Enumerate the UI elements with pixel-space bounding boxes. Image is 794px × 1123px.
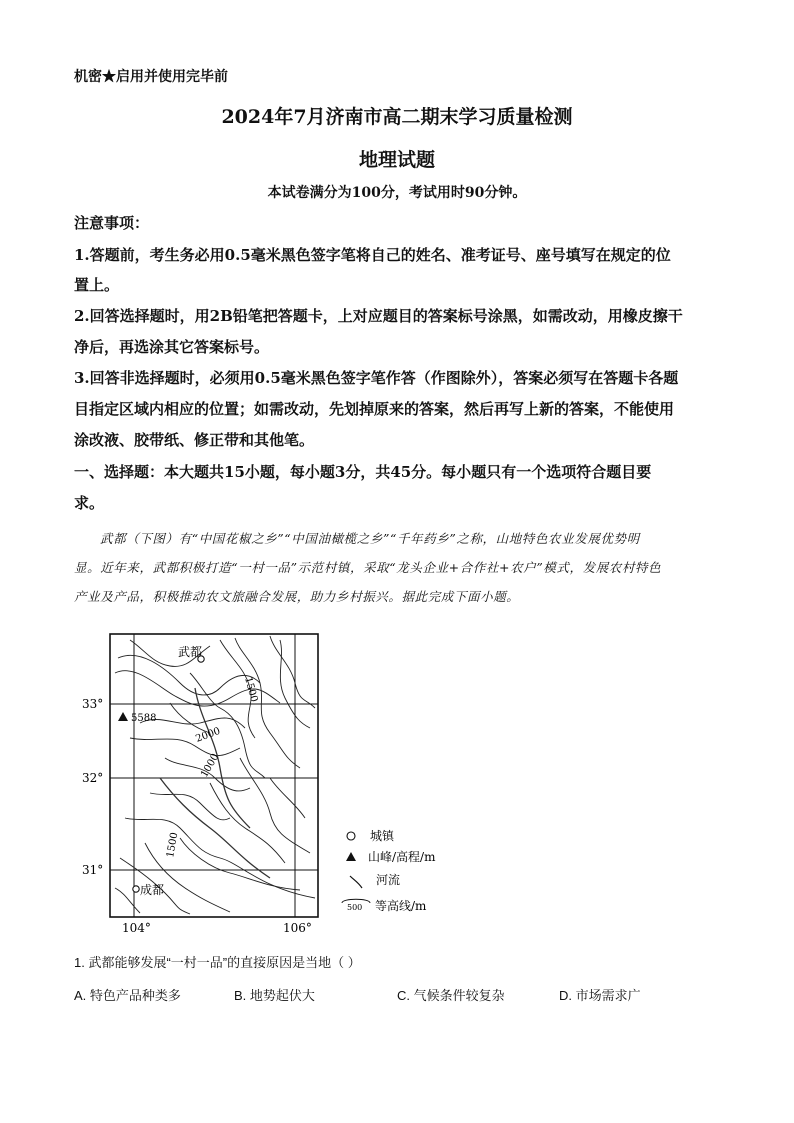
peak-elevation-label: 5588 [131,713,157,724]
legend-contour-label: 等高线/m [375,899,427,913]
note-item-3-line-2: 目指定区域内相应的位置；如需改动，先划掉原来的答案，然后再写上新的答案，不能使用 [74,400,675,418]
legend-peak-icon [346,852,356,861]
lat-label-31: 31° [82,863,104,877]
city-label-wudu: 武都 [178,645,203,659]
contour-label-1500-top: 1500 [242,675,260,704]
lat-label-32: 32° [82,771,104,785]
note-item-1-line-2: 置上。 [74,276,120,294]
contour-line [240,758,310,853]
lat-label-33: 33° [82,697,104,711]
legend-town-icon [347,832,355,840]
note-item-3-line-1: 3.回答非选择题时，必须用0.5毫米黑色签字笔作答（作图除外），答案必须写在答题卡各题 [74,369,679,387]
secret-mark: 机密★启用并使用完毕前 [74,69,228,85]
contour-line [180,838,300,890]
contour-line [270,636,315,708]
passage-line-1: 武都（下图）有“中国花椒之乡”“中国油橄榄之乡”“千年药乡”之称，山地特色农业发展优势明 [100,531,640,546]
option-c[interactable]: C. 气候条件较复杂 [397,988,505,1003]
contour-label-1500-bottom: 1500 [165,831,181,859]
contour-line [270,778,305,818]
contour-line [130,738,240,756]
option-d[interactable]: D. 市场需求广 [559,988,641,1003]
passage-line-2: 显。近年来，武都积极打造“一村一品”示范村镇，采取“龙头企业+合作社+农户”模式，发展农村特色 [74,560,662,575]
chengdu-town-marker [133,886,139,892]
contour-lines [115,636,315,914]
legend-river-label: 河流 [376,873,401,887]
note-item-2-line-1: 2.回答选择题时，用2B铅笔把答题卡，上对应题目的答案标号涂黑，如需改动，用橡皮擦干 [74,307,683,325]
question-1-stem: 1. 武都能够发展“一村一品”的直接原因是当地（ ） [74,955,361,970]
note-item-2-line-2: 净后，再选涂其它答案标号。 [74,338,270,356]
lon-label-104: 104° [122,921,151,935]
notes-heading: 注意事项： [74,214,150,232]
legend-river-icon [350,876,362,888]
passage-line-3: 产业及产品，积极推动农文旅融合发展，助力乡村振兴。据此完成下面小题。 [74,589,520,604]
option-a[interactable]: A. 特色产品种类多 [74,988,181,1003]
peak-icon [118,712,128,721]
contour-line [145,843,230,912]
section-1-line-1: 一、选择题：本大题共15小题，每小题3分，共45分。每小题只有一个选项符合题目要 [74,463,652,481]
topographic-map [70,628,450,938]
map-frame [110,634,318,917]
legend-contour-sample: 500 [347,903,363,912]
contour-label-2000: 2000 [194,725,222,745]
legend-town-label: 城镇 [370,829,395,843]
legend-peak-label: 山峰/高程/m [368,850,436,864]
contour-line [118,655,260,695]
exam-title: 2024年7月济南市高二期末学习质量检测 [221,106,573,128]
note-item-3-line-3: 涂改液、胶带纸、修正带和其他笔。 [74,431,315,449]
map-legend [342,828,436,913]
lon-label-106: 106° [283,921,312,935]
subject-title: 地理试题 [358,149,435,171]
contour-label-1000: 1000 [199,751,222,780]
option-b[interactable]: B. 地势起伏大 [234,988,315,1003]
note-item-1-line-1: 1.答题前，考生务必用0.5毫米黑色签字笔将自己的姓名、准考证号、座号填写在规定的位 [74,246,671,264]
exam-info: 本试卷满分为100分，考试用时90分钟。 [267,185,527,201]
section-1-line-2: 求。 [74,494,105,512]
city-label-chengdu: 成都 [140,883,165,897]
